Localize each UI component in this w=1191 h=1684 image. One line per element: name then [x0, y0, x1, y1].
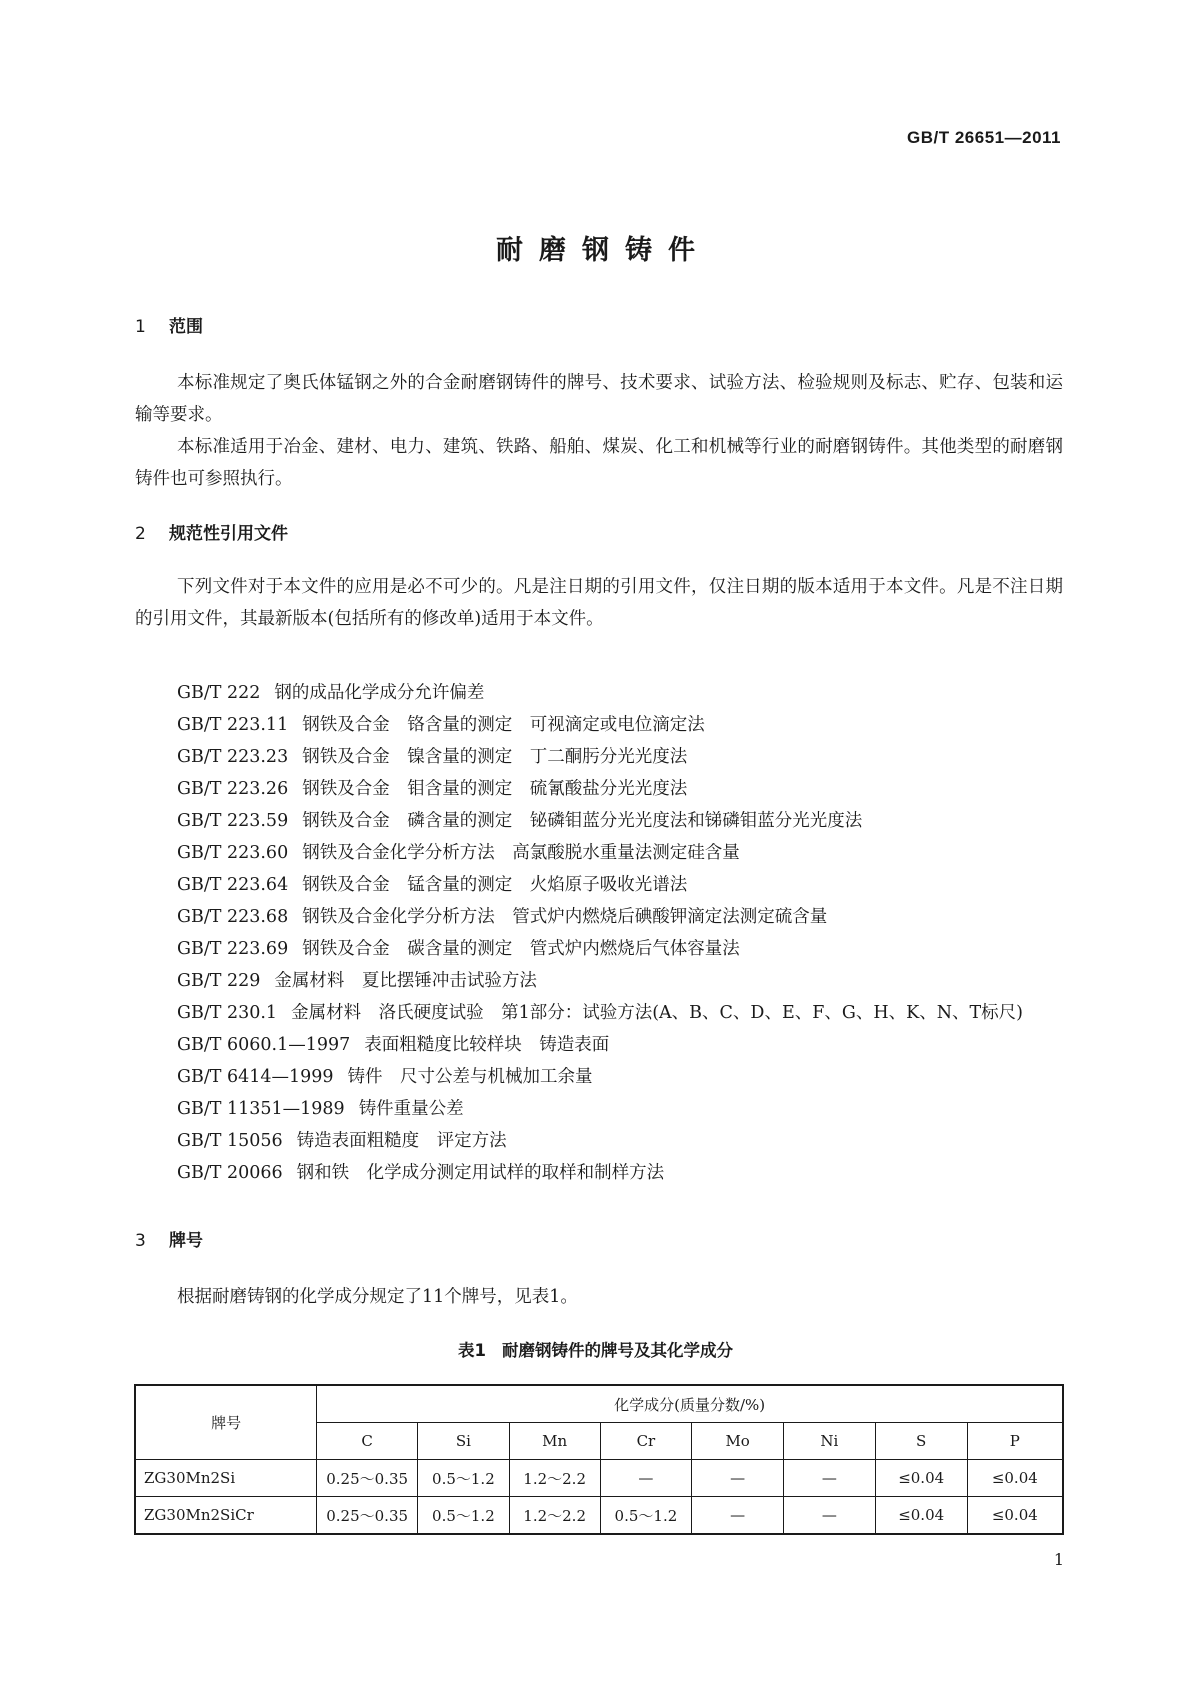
- grade-cell: ZG30Mn2Si: [135, 1460, 317, 1497]
- value-cell: 0.5～1.2: [418, 1497, 510, 1535]
- section-1-heading: [135, 312, 203, 337]
- reference-item: [177, 741, 1023, 773]
- reference-item: [177, 1061, 1023, 1093]
- reference-title: 金属材料 夏比摆锤冲击试验方法: [274, 971, 537, 991]
- value-cell: ≤0.04: [875, 1460, 967, 1497]
- reference-item: [177, 1029, 1023, 1061]
- section-3-paragraph-1: 根据耐磨铸钢的化学成分规定了11个牌号，见表1。: [177, 1287, 578, 1307]
- section-number: 2: [135, 524, 146, 544]
- composition-table: [134, 1384, 1064, 1535]
- table-title: 耐磨钢铸件的牌号及其化学成分: [501, 1341, 733, 1360]
- reference-item: [177, 933, 1023, 965]
- document-title: 耐磨钢铸件: [496, 235, 711, 266]
- reference-code: GB/T 230.1: [177, 1003, 278, 1023]
- value-cell: 1.2～2.2: [509, 1460, 600, 1497]
- reference-title: 钢和铁 化学成分测定用试样的取样和制样方法: [296, 1163, 665, 1183]
- reference-title: 钢铁及合金 镍含量的测定 丁二酮肟分光光度法: [302, 747, 688, 767]
- reference-title: 表面粗糙度比较样块 铸造表面: [364, 1035, 610, 1055]
- reference-title: 铸造表面粗糙度 评定方法: [296, 1131, 507, 1151]
- section-number: 1: [135, 317, 146, 337]
- standard-code: GB/T 26651—2011: [907, 128, 1061, 147]
- reference-code: GB/T 223.69: [177, 939, 289, 959]
- table-row: [135, 1497, 1063, 1535]
- reference-item: [177, 869, 1023, 901]
- table-caption: [0, 1337, 1191, 1361]
- value-cell: —: [600, 1460, 692, 1497]
- reference-title: 钢铁及合金化学分析方法 高氯酸脱水重量法测定硅含量: [302, 843, 740, 863]
- reference-item: [177, 709, 1023, 741]
- reference-title: 铸件重量公差: [358, 1099, 464, 1119]
- reference-code: GB/T 223.23: [177, 747, 289, 767]
- reference-code: GB/T 223.68: [177, 907, 289, 927]
- composition-group-header: 化学成分(质量分数/%): [317, 1385, 1063, 1423]
- value-cell: ≤0.04: [967, 1497, 1063, 1535]
- value-cell: —: [692, 1497, 784, 1535]
- reference-code: GB/T 6414—1999: [177, 1067, 334, 1087]
- table-row: [135, 1460, 1063, 1497]
- column-header: Si: [418, 1423, 510, 1460]
- reference-code: GB/T 223.26: [177, 779, 289, 799]
- value-cell: —: [784, 1497, 876, 1535]
- reference-code: GB/T 222: [177, 683, 261, 703]
- column-header: Ni: [784, 1423, 876, 1460]
- reference-code: GB/T 11351—1989: [177, 1099, 345, 1119]
- reference-item: [177, 1157, 1023, 1189]
- reference-code: GB/T 223.11: [177, 715, 289, 735]
- column-header: P: [967, 1423, 1063, 1460]
- reference-title: 钢铁及合金化学分析方法 管式炉内燃烧后碘酸钾滴定法测定硫含量: [302, 907, 828, 927]
- reference-code: GB/T 15056: [177, 1131, 283, 1151]
- column-header: Cr: [600, 1423, 692, 1460]
- section-1-paragraph-2: 本标准适用于冶金、建材、电力、建筑、铁路、船舶、煤炭、化工和机械等行业的耐磨钢铸件。其他类型的耐磨钢铸件也可参照执行。: [135, 437, 1063, 489]
- reference-code: GB/T 223.64: [177, 875, 289, 895]
- section-1-paragraph-1: 本标准规定了奥氏体锰钢之外的合金耐磨钢铸件的牌号、技术要求、试验方法、检验规则及标志、贮存、包装和运输等要求。: [135, 373, 1063, 425]
- reference-title: 钢铁及合金 碳含量的测定 管式炉内燃烧后气体容量法: [302, 939, 740, 959]
- value-cell: 0.25～0.35: [317, 1497, 418, 1535]
- reference-item: [177, 1125, 1023, 1157]
- value-cell: ≤0.04: [875, 1497, 967, 1535]
- reference-title: 钢的成品化学成分允许偏差: [274, 683, 485, 703]
- reference-title: 钢铁及合金 铬含量的测定 可视滴定或电位滴定法: [302, 715, 705, 735]
- value-cell: 0.25～0.35: [317, 1460, 418, 1497]
- reference-title: 钢铁及合金 钼含量的测定 硫氰酸盐分光光度法: [302, 779, 688, 799]
- section-number: 3: [135, 1231, 146, 1251]
- value-cell: ≤0.04: [967, 1460, 1063, 1497]
- reference-code: GB/T 20066: [177, 1163, 283, 1183]
- value-cell: 0.5～1.2: [600, 1497, 692, 1535]
- table-header-row: [135, 1385, 1063, 1423]
- reference-item: [177, 837, 1023, 869]
- reference-title: 钢铁及合金 磷含量的测定 铋磷钼蓝分光光度法和锑磷钼蓝分光光度法: [302, 811, 863, 831]
- reference-item: [177, 677, 1023, 709]
- grade-cell: ZG30Mn2SiCr: [135, 1497, 317, 1535]
- section-3-heading: [135, 1226, 203, 1251]
- section-2-paragraph-1: 下列文件对于本文件的应用是必不可少的。凡是注日期的引用文件，仅注日期的版本适用于本文件。凡是不注日期的引用文件，其最新版本(包括所有的修改单)适用于本文件。: [135, 577, 1063, 629]
- value-cell: 0.5～1.2: [418, 1460, 510, 1497]
- normative-reference-list: [177, 677, 1023, 1189]
- value-cell: —: [692, 1460, 784, 1497]
- reference-title: 金属材料 洛氏硬度试验 第1部分：试验方法(A、B、C、D、E、F、G、H、K、N、T标尺): [291, 1003, 1023, 1023]
- section-title: 规范性引用文件: [169, 524, 288, 544]
- reference-code: GB/T 223.60: [177, 843, 289, 863]
- value-cell: —: [784, 1460, 876, 1497]
- column-header: Mn: [509, 1423, 600, 1460]
- reference-code: GB/T 6060.1—1997: [177, 1035, 351, 1055]
- value-cell: 1.2～2.2: [509, 1497, 600, 1535]
- reference-title: 钢铁及合金 锰含量的测定 火焰原子吸收光谱法: [302, 875, 688, 895]
- reference-title: 铸件 尺寸公差与机械加工余量: [347, 1067, 593, 1087]
- reference-item: [177, 997, 1023, 1029]
- reference-code: GB/T 229: [177, 971, 261, 991]
- reference-code: GB/T 223.59: [177, 811, 289, 831]
- column-header: S: [875, 1423, 967, 1460]
- reference-item: [177, 901, 1023, 933]
- page-number: 1: [1053, 1550, 1064, 1569]
- section-title: 牌号: [169, 1231, 203, 1251]
- column-header: Mo: [692, 1423, 784, 1460]
- table-number: 表1: [458, 1341, 486, 1360]
- section-title: 范围: [169, 317, 203, 337]
- reference-item: [177, 1093, 1023, 1125]
- reference-item: [177, 805, 1023, 837]
- grade-header: 牌号: [135, 1385, 317, 1460]
- column-header: C: [317, 1423, 418, 1460]
- reference-item: [177, 965, 1023, 997]
- section-2-heading: [135, 519, 288, 544]
- reference-item: [177, 773, 1023, 805]
